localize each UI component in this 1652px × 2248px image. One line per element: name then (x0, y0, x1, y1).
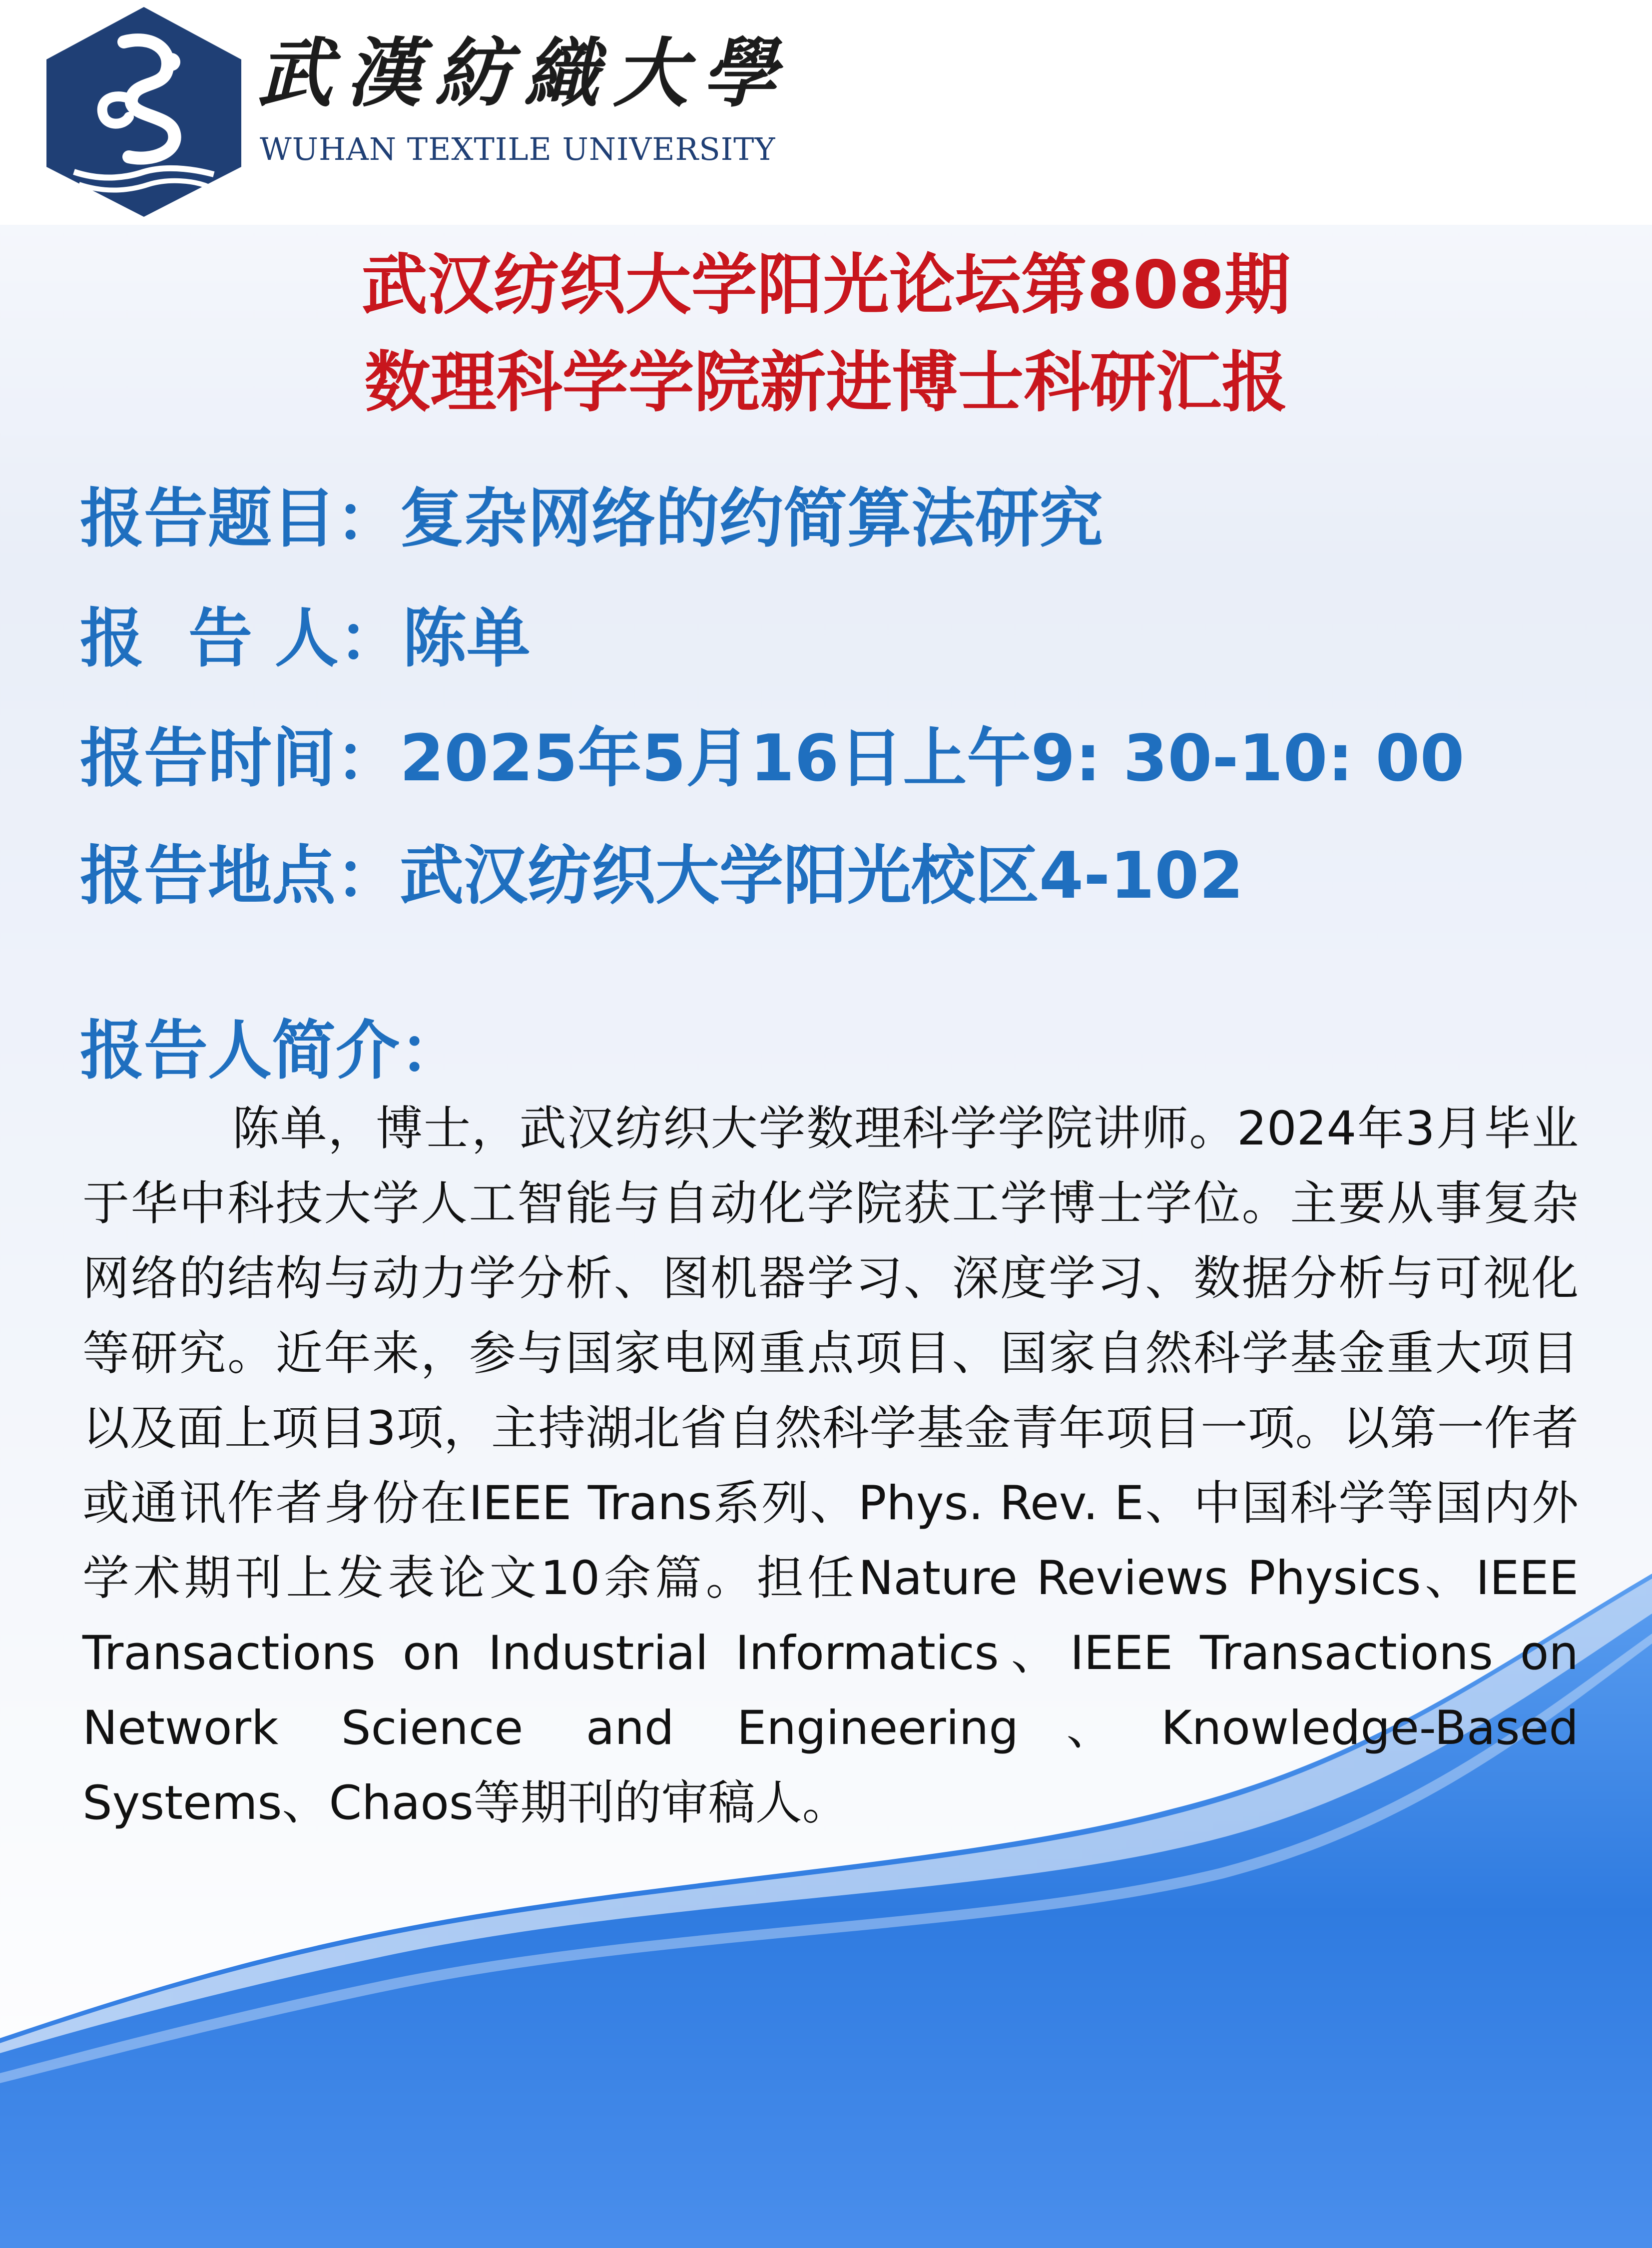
info-place (80, 839, 1244, 913)
speaker-label: 报 告 人： (80, 601, 403, 676)
info-topic (80, 482, 1103, 556)
place-label: 报告地点： (80, 839, 400, 913)
topic-value: 复杂网络的约简算法研究 (400, 482, 1103, 556)
poster-title-line1: 武汉纺织大学阳光论坛第808期 (361, 247, 1291, 324)
info-time (80, 721, 1465, 796)
place-value: 武汉纺织大学阳光校区4-102 (400, 839, 1244, 913)
speaker-value: 陈单 (402, 601, 531, 676)
logo-wordmark-en: WUHAN TEXTILE UNIVERSITY (260, 131, 776, 167)
time-label: 报告时间： (80, 721, 400, 796)
time-value: 2025年5月16日上午9: 30-10: 00 (400, 721, 1465, 796)
bio-text: 陈单，博士，武汉纺织大学数理科学学院讲师。2024年3月毕业于华中科技大学人工智能与自动化学院获工学博士学位。主要从事复杂网络的结构与动力学分析、图机器学习、深度学习、数据分析与可视化等研究。近年来，参与国家电网重点项目、国家自然科学基金重大项目以及面上项目3项，主持湖北省自然科学基金青年项目一项。以第一作者或通讯作者身份在IEEE Trans系列、Phys. Rev. E、中国科学等国内外学术期刊上发表论文10余篇。担任Nature Reviews Physics、IEEE Transactions on Industrial Informatics、IEEE Transactions on Network Science and Engineering、Knowledge-Based Systems、Chaos等期刊的审稿人。 (82, 1102, 1579, 1830)
university-logo (44, 7, 244, 217)
logo-wordmark-cn: 武漢紡織大學 (257, 29, 791, 117)
header (0, 0, 1652, 225)
topic-label: 报告题目： (80, 482, 400, 556)
poster-title-line2: 数理科学学院新进博士科研汇报 (364, 344, 1288, 421)
info-speaker (80, 601, 531, 676)
bio-heading: 报告人简介： (80, 1014, 464, 1088)
